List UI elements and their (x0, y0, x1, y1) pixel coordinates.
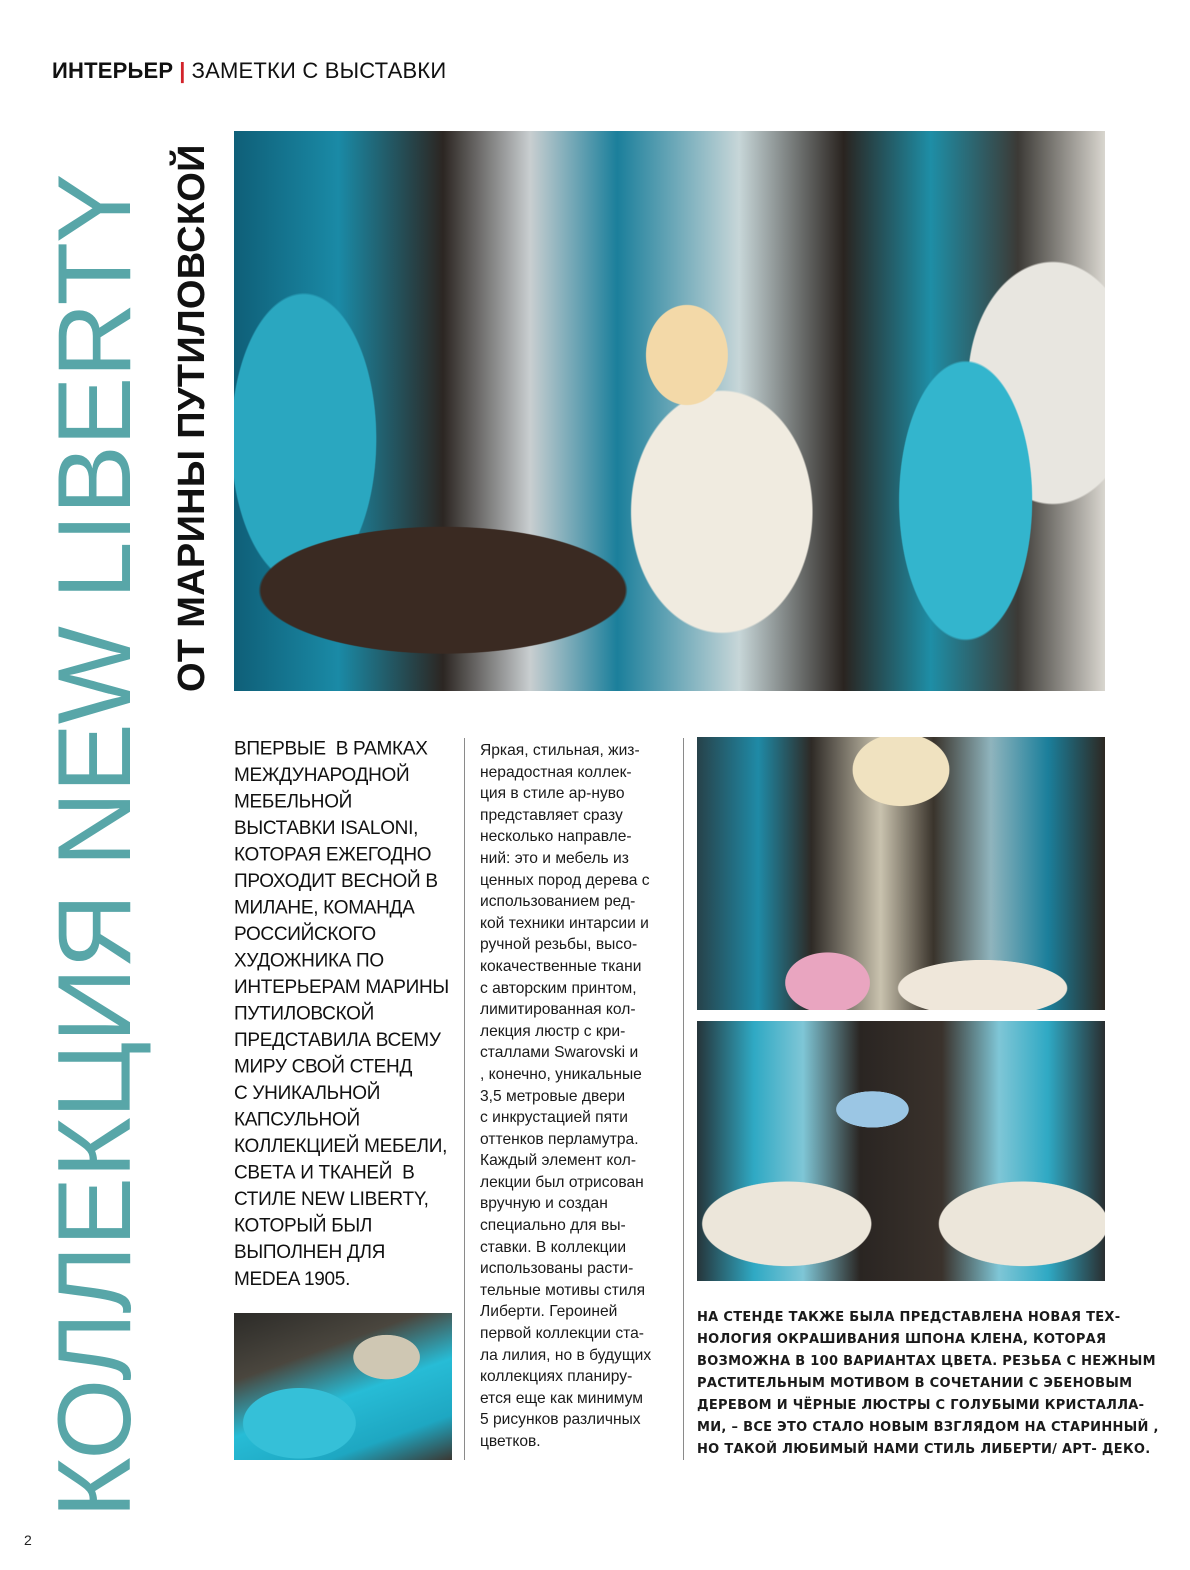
body-line: представляет сразу (480, 806, 623, 824)
section-header (52, 58, 446, 88)
living-room-photo (697, 1021, 1105, 1281)
body-line: кокачественные ткани (480, 957, 642, 975)
body-line: кой техники интарсии и (480, 914, 649, 932)
article-byline: ОТ МАРИНЫ ПУТИЛОВСКОЙ (171, 144, 213, 692)
body-line: 3,5 метровые двери (480, 1087, 626, 1105)
body-line: цветков. (480, 1433, 541, 1450)
intro-line: ВЫПОЛНЕН ДЛЯ (234, 1241, 386, 1264)
body-line: несколько направле- (480, 828, 632, 846)
stand-interior-photo (697, 737, 1105, 1010)
intro-line: МЕБЕЛЬНОЙ (234, 791, 353, 813)
intro-line: СТИЛЕ NEW LIBERTY, (234, 1188, 429, 1211)
intro-line: РОССИЙСКОГО (234, 923, 376, 946)
article-title: КОЛЛЕКЦИЯ NEW LIBERTY (37, 174, 153, 1518)
caption-line: НА СТЕНДЕ ТАКЖЕ БЫЛА ПРЕДСТАВЛЕНА НОВАЯ ТЕХ- (697, 1310, 1121, 1325)
intro-line: ВЫСТАВКИ ISALONI, (234, 817, 419, 840)
body-line: ценных пород дерева с (480, 871, 650, 889)
caption-line: МИ, – ВСЕ ЭТО СТАЛО НОВЫМ ВЗГЛЯДОМ НА СТАРИННЫЙ , (697, 1420, 1159, 1435)
subsection-label: ЗАМЕТКИ С ВЫСТАВКИ (191, 58, 447, 83)
body-line: с инкрустацией пяти (480, 1109, 628, 1127)
body-line: ставки. В коллекции (480, 1238, 627, 1256)
intro-line: КОТОРАЯ ЕЖЕГОДНО (234, 844, 432, 866)
main-photo (234, 131, 1105, 691)
body-line: специально для вы- (480, 1217, 626, 1235)
body-line: лекции был отрисован (480, 1173, 644, 1191)
caption-line: НО ТАКОЙ ЛЮБИМЫЙ НАМИ СТИЛЬ ЛИБЕРТИ/ АРТ- ДЕКО. (697, 1442, 1151, 1457)
intro-line: ПРЕДСТАВИЛА ВСЕМУ (234, 1029, 441, 1052)
body-line: сталлами Swarovski и (480, 1044, 639, 1062)
body-line: тельные мотивы стиля (480, 1281, 646, 1299)
body-line: Яркая, стильная, жиз- (480, 742, 640, 759)
intro-line: МИЛАНЕ, КОМАНДА (234, 897, 415, 919)
body-line: коллекциях планиру- (480, 1368, 633, 1386)
caption-line: РАСТИТЕЛЬНЫМ МОТИВОМ В СОЧЕТАНИИ С ЭБЕНОВЫМ (697, 1376, 1133, 1391)
caption-line: ДЕРЕВОМ И ЧЁРНЫЕ ЛЮСТРЫ С ГОЛУБЫМИ КРИСТАЛЛА- (697, 1398, 1145, 1413)
body-line: первой коллекции ста- (480, 1325, 644, 1343)
header-separator: | (179, 58, 186, 83)
body-line: Каждый элемент кол- (480, 1152, 637, 1170)
body-line: ется еще как минимум (480, 1389, 644, 1407)
intro-line: ИНТЕРЬЕРАМ МАРИНЫ (234, 976, 449, 999)
intro-line: СВЕТА И ТКАНЕЙ В (234, 1162, 415, 1184)
intro-line: КОЛЛЕКЦИЕЙ МЕБЕЛИ, (234, 1135, 448, 1158)
body-line: оттенков перламутра. (480, 1130, 639, 1148)
intro-line: ПУТИЛОВСКОЙ (234, 1003, 374, 1025)
carved-detail-photo (234, 1313, 452, 1460)
body-text (480, 740, 672, 1453)
caption-line: ВОЗМОЖНА В 100 ВАРИАНТАХ ЦВЕТА. РЕЗЬБА С НЕЖНЫМ (697, 1354, 1156, 1369)
body-line: вручную и создан (480, 1195, 608, 1213)
page-number: 2 (24, 1532, 32, 1548)
body-line: лимитированная кол- (480, 1001, 636, 1019)
intro-line: MEDEA 1905. (234, 1268, 351, 1290)
body-line: ла лилия, но в будущих (480, 1346, 652, 1364)
intro-line: МИРУ СВОЙ СТЕНД (234, 1056, 413, 1078)
intro-line: ВПЕРВЫЕ В РАМКАХ (234, 738, 428, 760)
intro-line: КОТОРЫЙ БЫЛ (234, 1215, 373, 1237)
intro-line: МЕЖДУНАРОДНОЙ (234, 764, 410, 786)
photo-caption (697, 1307, 1159, 1461)
body-line: с авторским принтом, (480, 979, 637, 997)
body-line: ний: это и мебель из (480, 849, 629, 867)
intro-line: КАПСУЛЬНОЙ (234, 1109, 360, 1131)
body-line: ция в стиле ар-нуво (480, 785, 625, 803)
body-line: лекция люстр с кри- (480, 1022, 626, 1040)
intro-line: С УНИКАЛЬНОЙ (234, 1082, 381, 1105)
body-line: ручной резьбы, высо- (480, 936, 638, 954)
intro-line: ХУДОЖНИКА ПО (234, 950, 384, 972)
intro-text (234, 736, 459, 1293)
column-divider-left (464, 738, 465, 1460)
body-line: 5 рисунков различных (480, 1411, 641, 1429)
section-label: ИНТЕРЬЕР (52, 58, 174, 83)
body-line: Либерти. Героиней (480, 1303, 618, 1321)
intro-line: ПРОХОДИТ ВЕСНОЙ В (234, 870, 438, 893)
caption-line: НОЛОГИЯ ОКРАШИВАНИЯ ШПОНА КЛЕНА, КОТОРАЯ (697, 1332, 1107, 1347)
body-line: нерадостная коллек- (480, 763, 632, 781)
body-line: использованием ред- (480, 893, 636, 911)
body-line: , конечно, уникальные (480, 1065, 642, 1083)
column-divider-right (683, 738, 684, 1460)
body-line: использованы расти- (480, 1260, 634, 1278)
